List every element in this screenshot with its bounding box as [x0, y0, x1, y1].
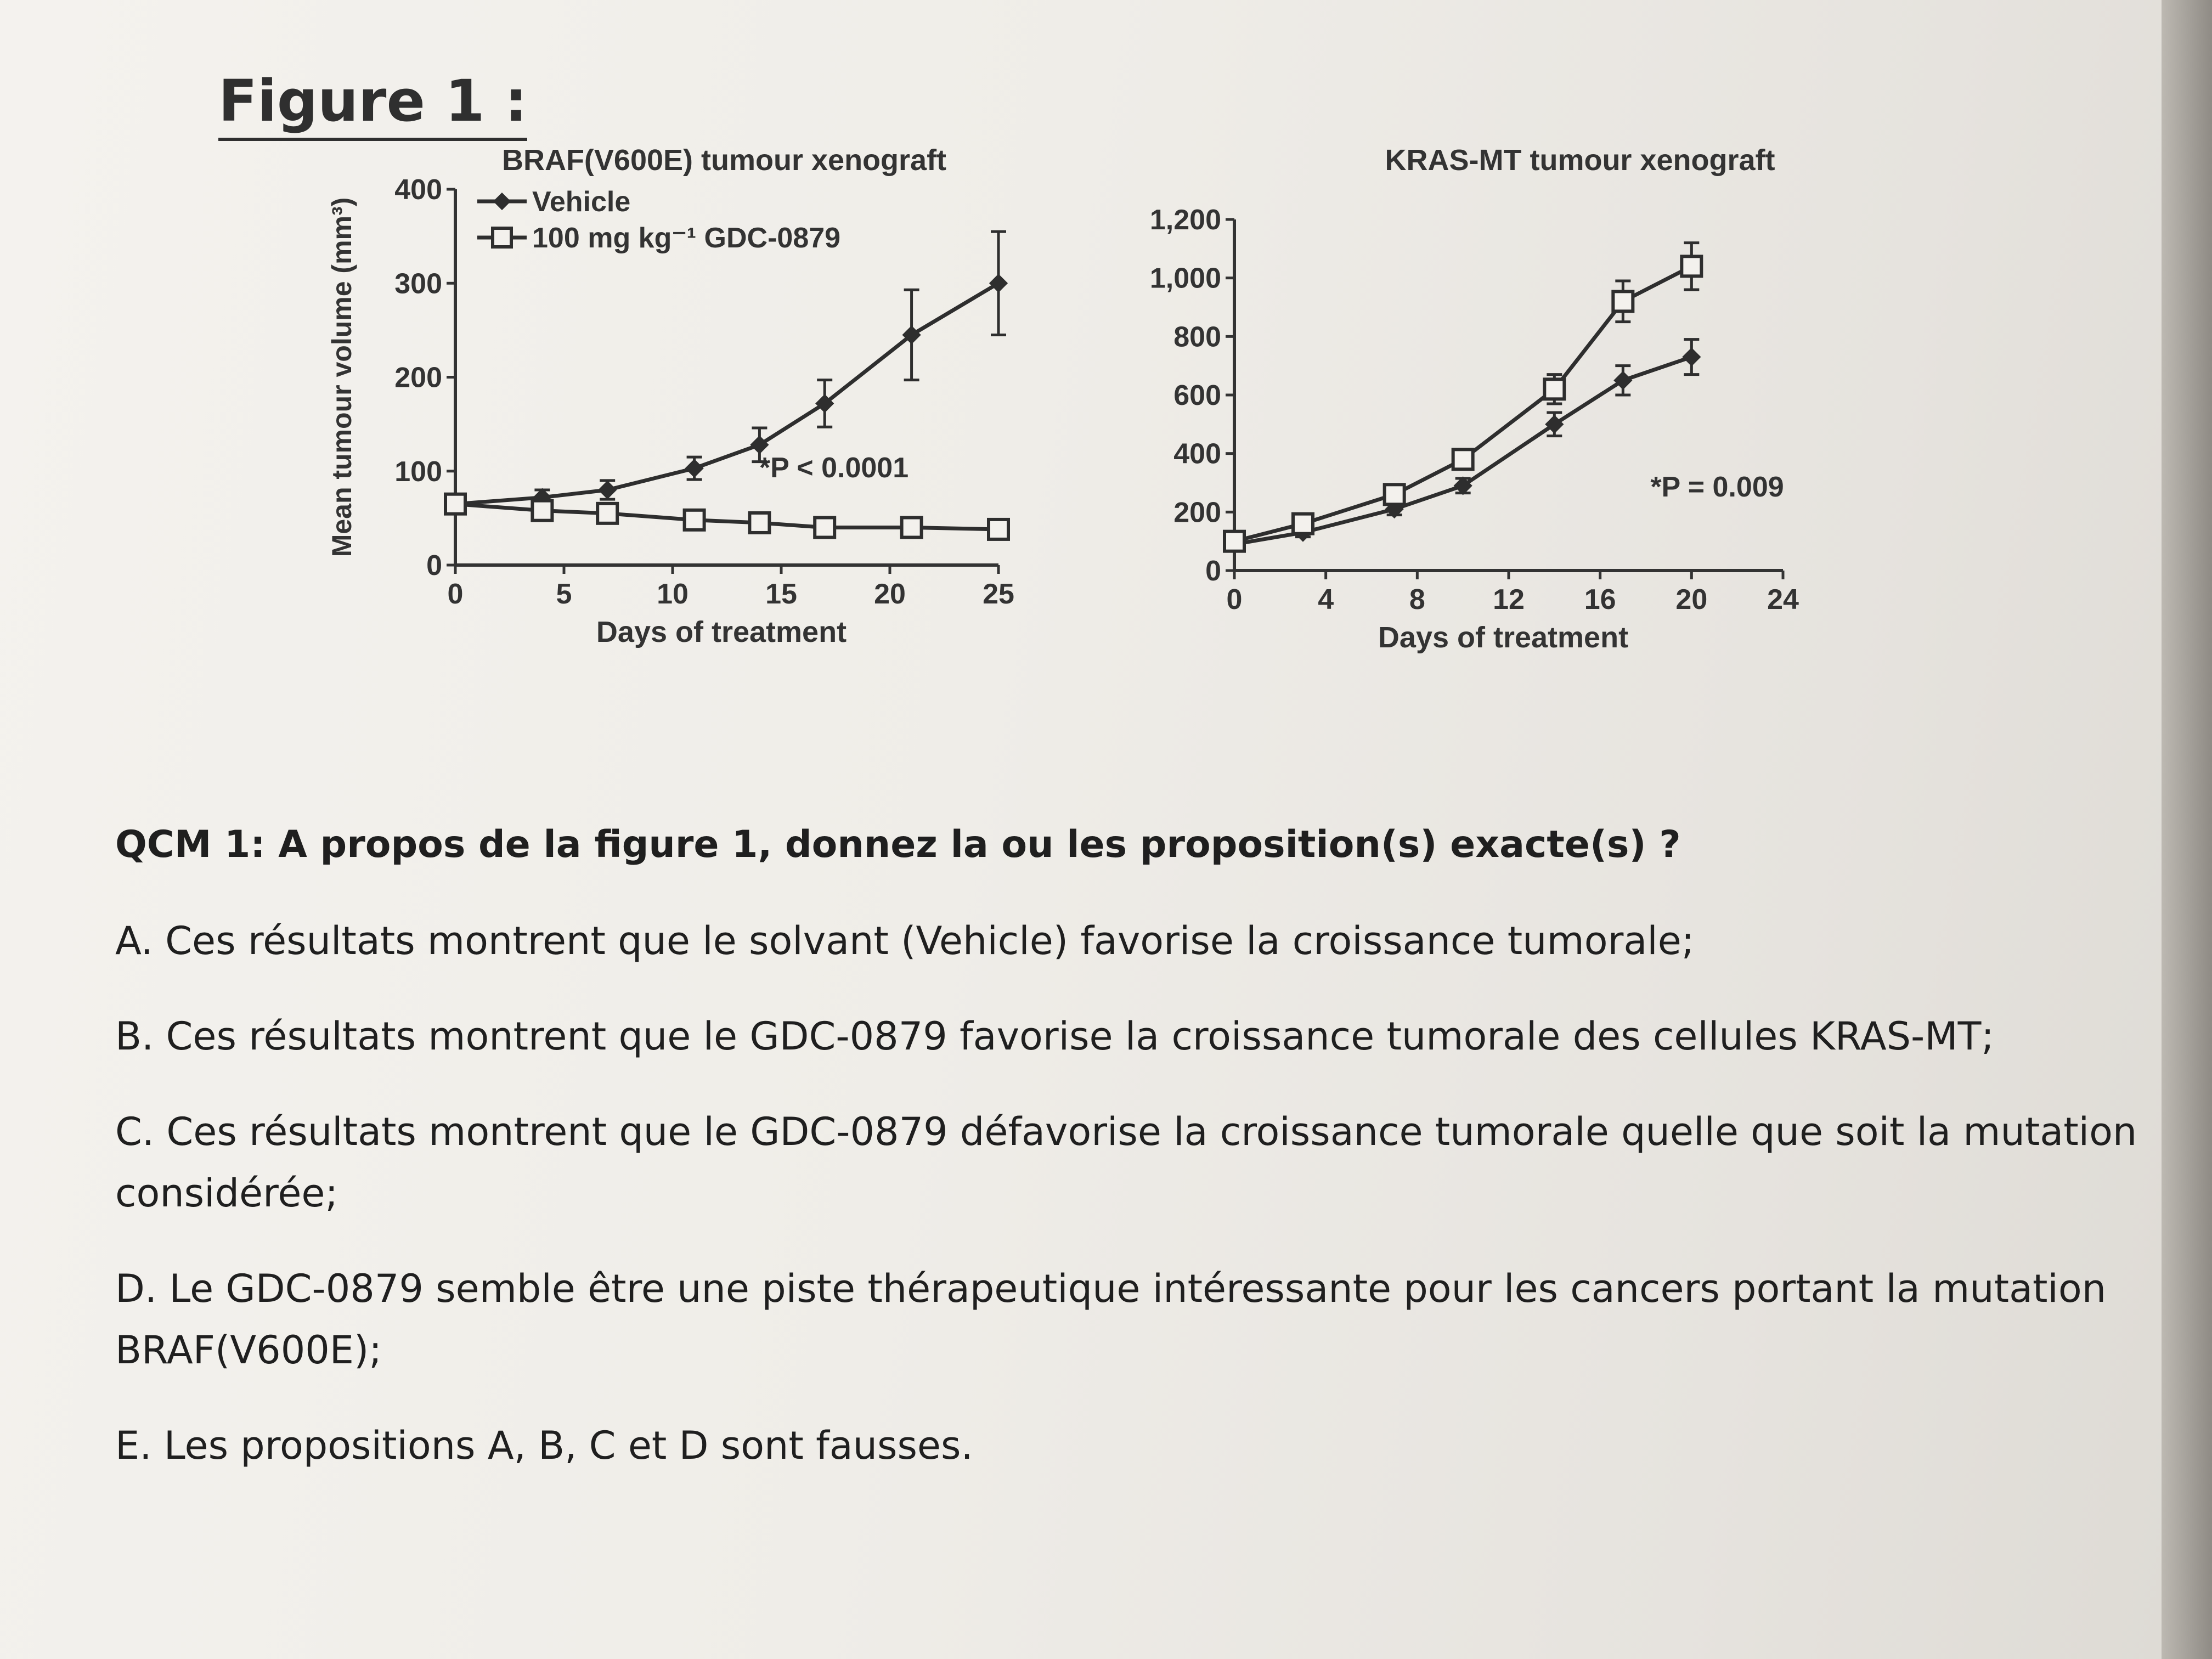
data-point-square	[1385, 484, 1404, 504]
legend-marker-gdc0879	[493, 228, 511, 247]
x-tick-label: 4	[1318, 584, 1334, 616]
data-point-square	[445, 494, 465, 514]
data-point-square	[1224, 532, 1244, 551]
y-tick-label: 600	[1173, 380, 1221, 411]
figure-title: Figure 1 :	[218, 69, 527, 141]
charts-canvas	[0, 0, 2212, 768]
chart-title: KRAS-MT tumour xenograft	[1385, 144, 1775, 177]
data-point-square	[749, 513, 769, 533]
data-point-square	[1681, 256, 1701, 276]
data-point-square	[1453, 449, 1473, 469]
qcm-block	[115, 823, 2145, 1510]
y-tick-label: 200	[1173, 496, 1221, 529]
chart-1	[326, 144, 1014, 648]
y-tick-label: 0	[1205, 555, 1221, 587]
y-tick-label: 0	[426, 550, 442, 582]
data-point-square	[597, 504, 617, 523]
y-tick-label: 400	[394, 174, 442, 206]
data-point-square	[532, 501, 552, 521]
x-tick-label: 16	[1584, 584, 1616, 616]
y-tick-label: 1,200	[1149, 204, 1221, 236]
data-point-square	[989, 520, 1008, 539]
data-point-square	[902, 518, 922, 538]
data-point-square	[1613, 291, 1633, 311]
qcm-option-d: D. Le GDC-0879 semble être une piste thérapeutique intéressante pour les cancers portant la mutation BRAF(V600E);	[115, 1266, 2107, 1373]
y-tick-label: 800	[1173, 321, 1221, 353]
legend-marker-vehicle	[494, 194, 510, 209]
significance-annotation: *P = 0.009	[1650, 471, 1784, 503]
x-tick-label: 12	[1493, 584, 1525, 616]
data-point-square	[815, 518, 834, 538]
y-tick-label: 400	[1173, 438, 1221, 470]
y-tick-label: 1,000	[1149, 262, 1221, 295]
x-tick-label: 8	[1409, 584, 1425, 616]
data-point-square	[685, 510, 704, 530]
qcm-option-e: E. Les propositions A, B, C et D sont fausses.	[115, 1423, 973, 1468]
x-tick-label: 20	[1675, 584, 1708, 616]
y-axis-label: Mean tumour volume (mm³)	[326, 197, 357, 557]
x-tick-label: 0	[1226, 584, 1243, 616]
data-point-diamond	[599, 482, 616, 498]
data-point-diamond	[990, 275, 1007, 291]
qcm-option-c: C. Ces résultats montrent que le GDC-0879 défavorise la croissance tumorale quelle que soit la mutation considérée;	[115, 1109, 2137, 1216]
chart-2	[1150, 144, 1799, 654]
x-tick-label: 15	[765, 578, 797, 610]
chart-title: BRAF(V600E) tumour xenograft	[501, 144, 947, 177]
qcm-option-b: B. Ces résultats montrent que le GDC-0879 favorise la croissance tumorale des cellules KRAS-MT;	[115, 1014, 1995, 1059]
qcm-question: QCM 1: A propos de la figure 1, donnez la ou les proposition(s) exacte(s) ?	[115, 823, 1681, 866]
series-line-vehicle	[455, 283, 998, 504]
significance-annotation: *P < 0.0001	[759, 452, 909, 484]
x-tick-label: 20	[874, 578, 906, 610]
data-point-square	[1293, 514, 1313, 534]
qcm-option-a: A. Ces résultats montrent que le solvant (Vehicle) favorise la croissance tumorale;	[115, 918, 1695, 963]
data-point-square	[1544, 379, 1564, 399]
data-point-diamond	[686, 460, 703, 477]
y-tick-label: 100	[394, 455, 442, 488]
x-tick-label: 25	[983, 578, 1014, 610]
x-tick-label: 5	[556, 578, 572, 610]
data-point-diamond	[1683, 349, 1700, 365]
legend-label-gdc0879: 100 mg kg⁻¹ GDC-0879	[532, 222, 841, 254]
x-tick-label: 0	[447, 578, 464, 610]
x-tick-label: 10	[657, 578, 689, 610]
x-tick-label: 24	[1767, 584, 1799, 616]
y-tick-label: 300	[394, 268, 442, 300]
x-axis-label: Days of treatment	[1378, 621, 1629, 654]
legend-label-vehicle: Vehicle	[532, 186, 631, 218]
x-axis-label: Days of treatment	[596, 616, 847, 648]
y-tick-label: 200	[394, 362, 442, 394]
